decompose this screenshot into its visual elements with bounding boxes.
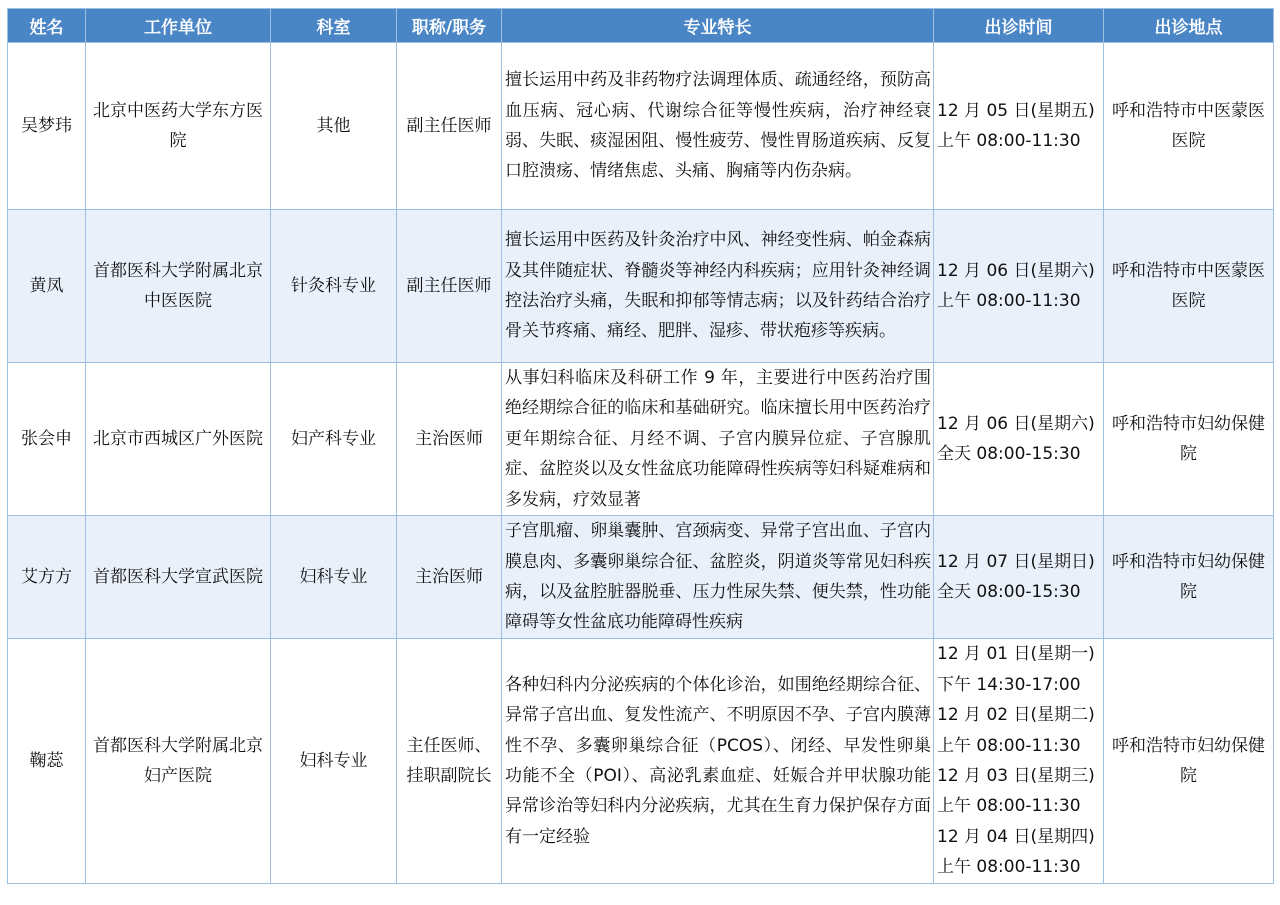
work-unit: 北京市西城区广外医院 [86, 363, 271, 516]
doctor-name: 黄凤 [8, 210, 86, 363]
job-title: 副主任医师 [397, 43, 502, 210]
clinic-time [934, 516, 1104, 639]
work-unit: 首都医科大学附属北京妇产医院 [86, 639, 271, 884]
clinic-time-line: 上午 08:00-11:30 [937, 735, 1081, 756]
header-location: 出诊地点 [1104, 9, 1274, 43]
clinic-time-line: 12 月 06 日(星期六) [937, 413, 1095, 434]
clinic-time-line: 全天 08:00-15:30 [937, 444, 1081, 465]
header-title: 职称/职务 [397, 9, 502, 43]
doctor-name: 吴梦玮 [8, 43, 86, 210]
specialty: 各种妇科内分泌疾病的个体化诊治，如围绝经期综合征、异常子宫出血、复发性流产、不明原因不孕、子宫内膜薄性不孕、多囊卵巢综合征（PCOS）、闭经、早发性卵巢功能不全（POI）、高泌乳素血症、妊娠合并甲状腺功能异常诊治等妇科内分泌疾病，尤其在生育力保护保存方面有一定经验 [502, 639, 934, 884]
clinic-time-line: 上午 08:00-11:30 [937, 291, 1081, 311]
doctor-name: 鞠蕊 [8, 639, 86, 884]
clinic-time-line: 12 月 05 日(星期五) [937, 100, 1095, 121]
header-dept: 科室 [271, 9, 397, 43]
table-row [8, 639, 1274, 884]
work-unit: 首都医科大学宣武医院 [86, 516, 271, 639]
clinic-location: 呼和浩特市妇幼保健院 [1104, 363, 1274, 516]
clinic-time-line: 上午 08:00-11:30 [937, 796, 1081, 817]
work-unit: 北京中医药大学东方医院 [86, 43, 271, 210]
header-specialty: 专业特长 [502, 9, 934, 43]
clinic-time-line: 12 月 01 日(星期一) [937, 644, 1095, 665]
doctor-schedule-table [7, 8, 1274, 884]
clinic-time-line: 下午 14:30-17:00 [937, 674, 1081, 695]
header-name: 姓名 [8, 9, 86, 43]
specialty: 擅长运用中医药及针灸治疗中风、神经变性病、帕金森病及其伴随症状、脊髓炎等神经内科疾病；应用针灸神经调控法治疗头痛，失眠和抑郁等情志病；以及针药结合治疗骨关节疼痛、痛经、肥胖、湿疹、带状疱疹等疾病。 [502, 210, 934, 363]
job-title: 主治医师 [397, 363, 502, 516]
job-title: 主治医师 [397, 516, 502, 639]
specialty: 从事妇科临床及科研工作 9 年，主要进行中医药治疗围绝经期综合征的临床和基础研究。临床擅长用中医药治疗更年期综合征、月经不调、子宫内膜异位症、子宫腺肌症、盆腔炎以及女性盆底功能障碍性疾病等妇科疑难病和多发病，疗效显著 [502, 363, 934, 516]
department: 其他 [271, 43, 397, 210]
clinic-time-line: 上午 08:00-11:30 [937, 131, 1081, 151]
clinic-time-line: 12 月 03 日(星期三) [937, 766, 1095, 787]
table-row [8, 43, 1274, 210]
clinic-time-line: 12 月 07 日(星期日) [937, 551, 1095, 572]
table-header-row [8, 9, 1274, 43]
clinic-location: 呼和浩特市中医蒙医医院 [1104, 43, 1274, 210]
clinic-location: 呼和浩特市妇幼保健院 [1104, 639, 1274, 884]
clinic-time-line: 12 月 06 日(星期六) [937, 260, 1095, 281]
department: 妇科专业 [271, 639, 397, 884]
job-title: 副主任医师 [397, 210, 502, 363]
clinic-time-line: 上午 08:00-11:30 [937, 857, 1081, 878]
clinic-time [934, 43, 1104, 210]
table-row [8, 210, 1274, 363]
clinic-time-line: 12 月 04 日(星期四) [937, 826, 1095, 847]
work-unit: 首都医科大学附属北京中医医院 [86, 210, 271, 363]
clinic-time [934, 210, 1104, 363]
job-title: 主任医师、挂职副院长 [397, 639, 502, 884]
specialty: 擅长运用中药及非药物疗法调理体质、疏通经络，预防高血压病、冠心病、代谢综合征等慢性疾病，治疗神经衰弱、失眠、痰湿困阻、慢性疲劳、慢性胃肠道疾病、反复口腔溃疡、情绪焦虑、头痛、胸痛等内伤杂病。 [502, 43, 934, 210]
table-row [8, 516, 1274, 639]
clinic-time [934, 639, 1104, 884]
specialty: 子宫肌瘤、卵巢囊肿、宫颈病变、异常子宫出血、子宫内膜息肉、多囊卵巢综合征、盆腔炎，阴道炎等常见妇科疾病，以及盆腔脏器脱垂、压力性尿失禁、便失禁，性功能障碍等女性盆底功能障碍性疾病 [502, 516, 934, 639]
clinic-time [934, 363, 1104, 516]
clinic-schedule [7, 8, 1274, 884]
table-row [8, 363, 1274, 516]
clinic-time-line: 12 月 02 日(星期二) [937, 705, 1095, 726]
department: 妇科专业 [271, 516, 397, 639]
doctor-name: 艾方方 [8, 516, 86, 639]
department: 妇产科专业 [271, 363, 397, 516]
doctor-name: 张会申 [8, 363, 86, 516]
department: 针灸科专业 [271, 210, 397, 363]
clinic-location: 呼和浩特市中医蒙医医院 [1104, 210, 1274, 363]
clinic-location: 呼和浩特市妇幼保健院 [1104, 516, 1274, 639]
header-unit: 工作单位 [86, 9, 271, 43]
clinic-time-line: 全天 08:00-15:30 [937, 582, 1081, 603]
header-time: 出诊时间 [934, 9, 1104, 43]
